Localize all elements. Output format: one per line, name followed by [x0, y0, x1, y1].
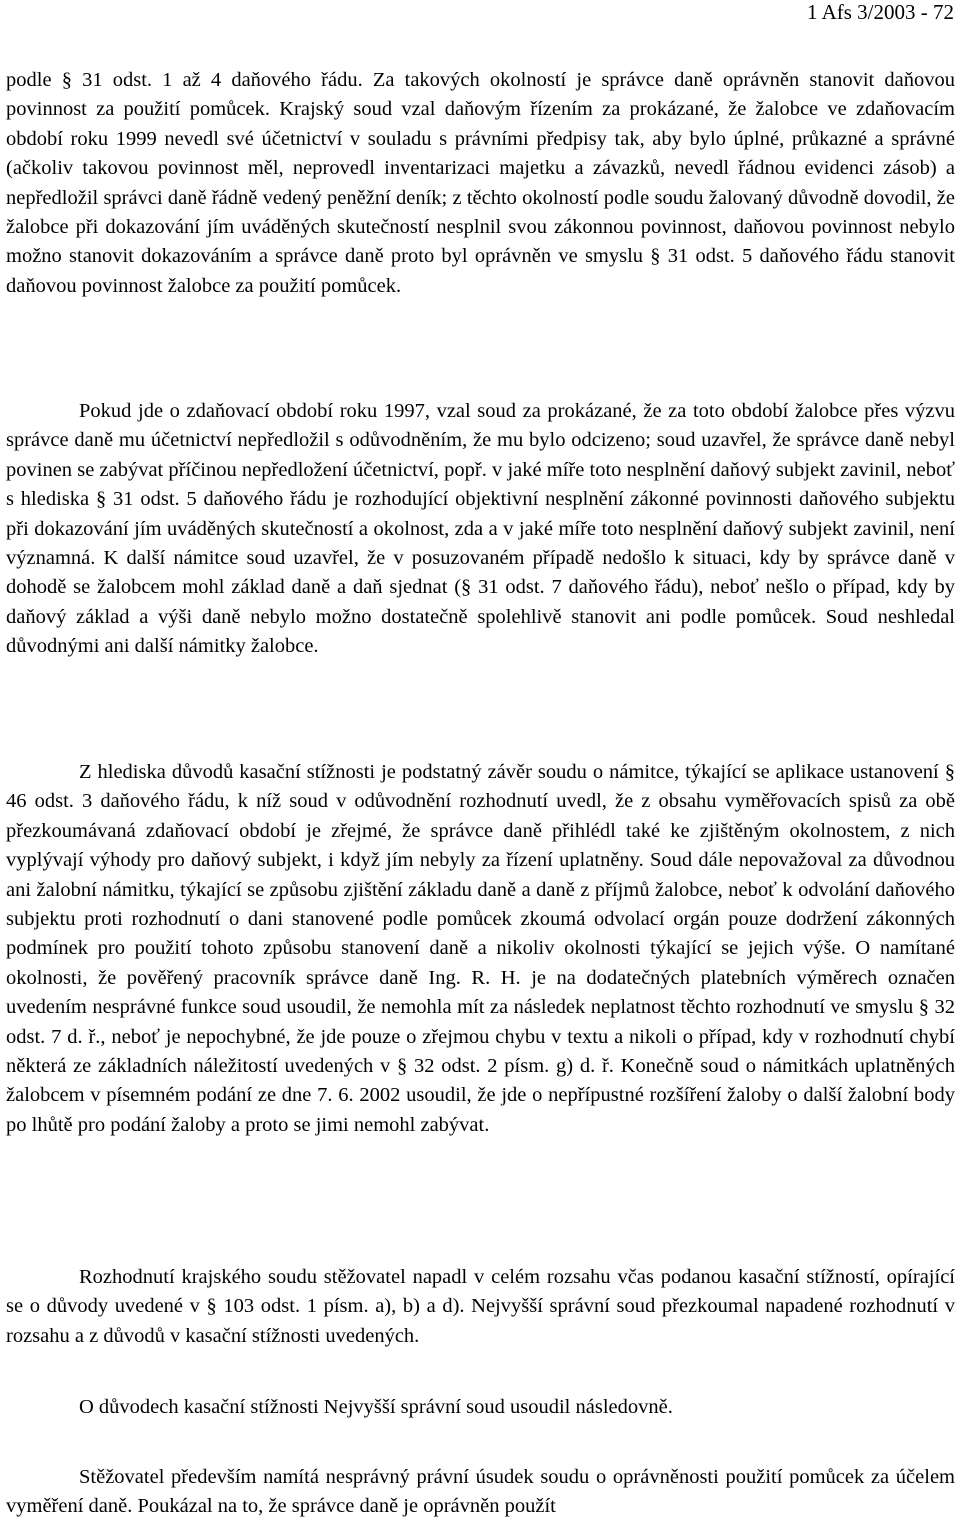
paragraph-text: O důvodech kasační stížnosti Nejvyšší správní soud usoudil následovně.	[79, 1396, 673, 1418]
paragraph-text: Stěžovatel především namítá nesprávný právní úsudek soudu o oprávněnosti použití pomůcek za účelem vyměření daně. Poukázal na to, že správce daně je oprávněn použít	[6, 1466, 955, 1518]
paragraph-4	[6, 1263, 955, 1351]
paragraph-text: Z hlediska důvodů kasační stížnosti je podstatný závěr soudu o námitce, týkající se aplikace ustanovení § 46 odst. 3 daňového řádu, k níž soud v odůvodnění rozhodnutí uvedl, že z obsahu vyměřovacích spisů za obě přezkoumávaná zdaňovací období je zřejmé, že správce daně přihlédl také ke zjištěným okolnostem, z nich vyplývají výhody pro daňový subjekt, i když jím nebyly za řízení uplatněny. Soud dále nepovažoval za důvodnou ani žalobní námitku, týkající se způsobu zjištění základu daně a daně z příjmů žalobce, neboť k odvolání daňového subjektu proti rozhodnutí o dani stanovené podle pomůcek zkoumá odvolací orgán pouze dodržení zákonných podmínek pro použití tohoto způsobu stanovení daně a nikoliv okolnosti týkající se jejich výše. O namítané okolnosti, že pověřený pracovník správce daně Ing. R. H. je na dodatečných platebních výměrech označen uvedením nesprávné funkce soud usoudil, že nemohla mít za následek neplatnost těchto rozhodnutí ve smyslu § 32 odst. 7 d. ř., neboť je nepochybné, že jde pouze o zřejmou chybu v textu a nikoli o případ, kdy v rozhodnutí chybí některá ze základních náležitostí uvedených v § 32 odst. 2 písm. g) d. ř. Konečně soud o námitkách uplatněných žalobcem v písemném podání ze dne 7. 6. 2002 usoudil, že jde o nepřípustné rozšíření žaloby o další žalobní body po lhůtě pro podání žaloby a proto se jimi nemohl zabývat.	[6, 761, 955, 1136]
paragraph-text: Rozhodnutí krajského soudu stěžovatel napadl v celém rozsahu včas podanou kasační stížností, opírající se o důvody uvedené v § 103 odst. 1 písm. a), b) a d). Nejvyšší správní soud přezkoumal napadené rozhodnutí v rozsahu a z důvodů v kasační stížnosti uvedených.	[6, 1266, 955, 1347]
paragraph-text: podle § 31 odst. 1 až 4 daňového řádu. Za takových okolností je správce daně oprávněn stanovit daňovou povinnost za použití pomůcek. Krajský soud vzal daňovým řízením za prokázané, že žalobce ve zdaňovacím období roku 1999 nevedl své účetnictví v souladu s právními předpisy tak, aby bylo úplné, průkazné a správné (ačkoliv takovou povinnost měl, neprovedl inventarizaci majetku a závazků, nevedl řádnou evidenci zásob) a nepředložil správci daně řádně vedený peněžní deník; z těchto okolností podle soudu žalovaný důvodně dovodil, že žalobce při dokazování jím uváděných skutečností nesplnil svou zákonnou povinnost, daňovou povinnost nebylo možno stanovit dokazováním a správce daně proto byl oprávněn ve smyslu § 31 odst. 5 daňového řádu stanovit daňovou povinnost žalobce za použití pomůcek.	[6, 69, 955, 297]
paragraph-1	[6, 66, 955, 301]
paragraph-6	[6, 1463, 955, 1522]
paragraph-3	[6, 758, 955, 1140]
paragraph-text: Pokud jde o zdaňovací období roku 1997, vzal soud za prokázané, že za toto období žalobce přes výzvu správce daně mu účetnictví nepředložil s odůvodněním, že mu bylo odcizeno; soud uzavřel, že správce daně nebyl povinen se zabývat příčinou nepředložení účetnictví, popř. v jaké míře toto nesplnění daňový subjekt zavinil, neboť s hlediska § 31 odst. 5 daňového řádu je rozhodující objektivní nesplnění zákonné povinnosti daňového subjektu při dokazování jím uváděných skutečností a okolnost, zda a v jaké míře toto nesplnění daňový subjekt zavinil, není významná. K další námitce soud uzavřel, že v posuzovaném případě nedošlo k situaci, kdy by správce daně v dohodě se žalobcem mohl základ daně a daň sjednat (§ 31 odst. 7 daňového řádu), neboť nešlo o případ, kdy by daňový základ a výši daně nebylo možno dostatečně spolehlivě stanovit ani podle pomůcek. Soud neshledal důvodnými ani další námitky žalobce.	[6, 400, 955, 658]
paragraph-2	[6, 397, 955, 662]
paragraph-5	[6, 1393, 955, 1422]
case-reference: 1 Afs 3/2003 - 72	[807, 0, 954, 24]
